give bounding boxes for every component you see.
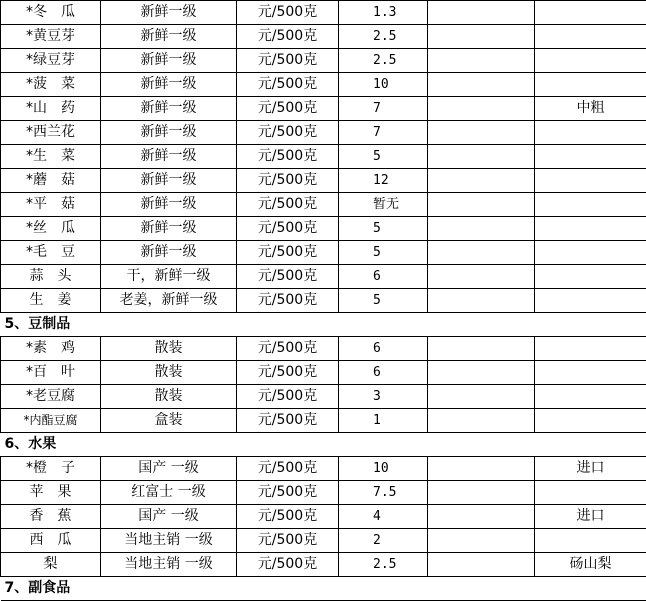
blank-cell	[428, 265, 535, 289]
spec-cell: 新鲜一级	[101, 73, 237, 97]
spec-cell: 新鲜一级	[101, 169, 237, 193]
price-cell: 12	[339, 169, 428, 193]
table-row	[1, 1, 646, 25]
product-name-cell: *山 药	[1, 97, 101, 121]
unit-cell: 元/500克	[237, 97, 339, 121]
price-cell: 3	[339, 385, 428, 409]
spec-cell: 红富士 一级	[101, 481, 237, 505]
section-title: 5、豆制品	[1, 313, 646, 337]
price-cell: 5	[339, 241, 428, 265]
product-name-cell: *丝 瓜	[1, 217, 101, 241]
note-cell	[535, 265, 646, 289]
unit-cell: 元/500克	[237, 217, 339, 241]
product-name-cell: *平 菇	[1, 193, 101, 217]
unit-cell: 元/500克	[237, 121, 339, 145]
note-cell	[535, 121, 646, 145]
note-cell	[535, 361, 646, 385]
blank-cell	[428, 73, 535, 97]
note-cell	[535, 481, 646, 505]
spec-cell: 新鲜一级	[101, 241, 237, 265]
note-cell: 进口	[535, 457, 646, 481]
blank-cell	[428, 1, 535, 25]
price-cell: 2.5	[339, 49, 428, 73]
note-cell	[535, 25, 646, 49]
section-row	[1, 577, 646, 601]
blank-cell	[428, 385, 535, 409]
unit-cell: 元/500克	[237, 25, 339, 49]
blank-cell	[428, 193, 535, 217]
product-name-cell: *百 叶	[1, 361, 101, 385]
price-cell: 7.5	[339, 481, 428, 505]
product-name-cell: *绿豆芽	[1, 49, 101, 73]
section-title: 7、副食品	[1, 577, 646, 601]
blank-cell	[428, 169, 535, 193]
product-name-cell: *西兰花	[1, 121, 101, 145]
note-cell	[535, 169, 646, 193]
section-row	[1, 313, 646, 337]
blank-cell	[428, 241, 535, 265]
spec-cell: 新鲜一级	[101, 145, 237, 169]
product-name-cell: *冬 瓜	[1, 1, 101, 25]
price-cell: 10	[339, 73, 428, 97]
blank-cell	[428, 25, 535, 49]
price-cell: 7	[339, 121, 428, 145]
blank-cell	[428, 361, 535, 385]
price-cell: 7	[339, 97, 428, 121]
section-title: 6、水果	[1, 433, 646, 457]
spec-cell: 新鲜一级	[101, 193, 237, 217]
spec-cell: 新鲜一级	[101, 1, 237, 25]
product-name-cell: *黄豆芽	[1, 25, 101, 49]
price-cell: 6	[339, 337, 428, 361]
unit-cell: 元/500克	[237, 553, 339, 577]
spec-cell: 当地主销 一级	[101, 553, 237, 577]
price-cell: 2	[339, 529, 428, 553]
blank-cell	[428, 49, 535, 73]
table-row	[1, 289, 646, 313]
product-name-cell: *内酯豆腐	[1, 409, 101, 433]
product-name-cell: 蒜 头	[1, 265, 101, 289]
table-row	[1, 169, 646, 193]
product-name-cell: *菠 菜	[1, 73, 101, 97]
price-cell: 6	[339, 361, 428, 385]
spec-cell: 散装	[101, 385, 237, 409]
blank-cell	[428, 505, 535, 529]
product-name-cell: *毛 豆	[1, 241, 101, 265]
unit-cell: 元/500克	[237, 337, 339, 361]
price-cell: 4	[339, 505, 428, 529]
section-row	[1, 433, 646, 457]
spec-cell: 散装	[101, 337, 237, 361]
unit-cell: 元/500克	[237, 1, 339, 25]
table-row	[1, 121, 646, 145]
note-cell	[535, 409, 646, 433]
unit-cell: 元/500克	[237, 289, 339, 313]
note-cell: 中粗	[535, 97, 646, 121]
table-row	[1, 481, 646, 505]
unit-cell: 元/500克	[237, 409, 339, 433]
blank-cell	[428, 481, 535, 505]
blank-cell	[428, 553, 535, 577]
price-cell: 1.3	[339, 1, 428, 25]
unit-cell: 元/500克	[237, 145, 339, 169]
unit-cell: 元/500克	[237, 73, 339, 97]
spec-cell: 当地主销 一级	[101, 529, 237, 553]
table-row	[1, 457, 646, 481]
spec-cell: 老姜，新鲜一级	[101, 289, 237, 313]
spec-cell: 国产 一级	[101, 505, 237, 529]
product-name-cell: *橙 子	[1, 457, 101, 481]
table-row	[1, 361, 646, 385]
table-row	[1, 529, 646, 553]
note-cell	[535, 217, 646, 241]
note-cell	[535, 337, 646, 361]
table-row	[1, 97, 646, 121]
unit-cell: 元/500克	[237, 457, 339, 481]
unit-cell: 元/500克	[237, 169, 339, 193]
note-cell	[535, 193, 646, 217]
product-name-cell: 西 瓜	[1, 529, 101, 553]
spec-cell: 盒装	[101, 409, 237, 433]
product-name-cell: *老豆腐	[1, 385, 101, 409]
unit-cell: 元/500克	[237, 265, 339, 289]
price-cell: 2.5	[339, 553, 428, 577]
unit-cell: 元/500克	[237, 481, 339, 505]
table-row	[1, 49, 646, 73]
spec-cell: 新鲜一级	[101, 121, 237, 145]
blank-cell	[428, 217, 535, 241]
table-row	[1, 145, 646, 169]
price-cell: 暂无	[339, 193, 428, 217]
blank-cell	[428, 409, 535, 433]
note-cell	[535, 529, 646, 553]
table-row	[1, 385, 646, 409]
spec-cell: 国产 一级	[101, 457, 237, 481]
table-row	[1, 217, 646, 241]
blank-cell	[428, 457, 535, 481]
note-cell	[535, 1, 646, 25]
table-row	[1, 265, 646, 289]
spec-cell: 新鲜一级	[101, 217, 237, 241]
price-cell: 5	[339, 145, 428, 169]
unit-cell: 元/500克	[237, 505, 339, 529]
product-name-cell: *素 鸡	[1, 337, 101, 361]
blank-cell	[428, 337, 535, 361]
product-name-cell: *蘑 菇	[1, 169, 101, 193]
table-row	[1, 337, 646, 361]
blank-cell	[428, 145, 535, 169]
unit-cell: 元/500克	[237, 361, 339, 385]
product-name-cell: 生 姜	[1, 289, 101, 313]
product-name-cell: 梨	[1, 553, 101, 577]
note-cell	[535, 289, 646, 313]
table-row	[1, 73, 646, 97]
blank-cell	[428, 529, 535, 553]
unit-cell: 元/500克	[237, 385, 339, 409]
note-cell	[535, 49, 646, 73]
blank-cell	[428, 121, 535, 145]
note-cell	[535, 385, 646, 409]
note-cell	[535, 241, 646, 265]
blank-cell	[428, 289, 535, 313]
price-cell: 5	[339, 217, 428, 241]
product-name-cell: *生 菜	[1, 145, 101, 169]
spec-cell: 新鲜一级	[101, 49, 237, 73]
unit-cell: 元/500克	[237, 49, 339, 73]
price-cell: 5	[339, 289, 428, 313]
price-cell: 2.5	[339, 25, 428, 49]
blank-cell	[428, 97, 535, 121]
note-cell	[535, 145, 646, 169]
spec-cell: 散装	[101, 361, 237, 385]
table-row	[1, 553, 646, 577]
unit-cell: 元/500克	[237, 529, 339, 553]
price-cell: 6	[339, 265, 428, 289]
product-name-cell: 苹 果	[1, 481, 101, 505]
table-row	[1, 409, 646, 433]
table-row	[1, 505, 646, 529]
spec-cell: 干，新鲜一级	[101, 265, 237, 289]
price-cell: 1	[339, 409, 428, 433]
price-cell: 10	[339, 457, 428, 481]
note-cell	[535, 73, 646, 97]
spec-cell: 新鲜一级	[101, 25, 237, 49]
table-row	[1, 193, 646, 217]
price-table-body	[1, 1, 646, 601]
unit-cell: 元/500克	[237, 241, 339, 265]
note-cell: 进口	[535, 505, 646, 529]
spec-cell: 新鲜一级	[101, 97, 237, 121]
table-row	[1, 25, 646, 49]
unit-cell: 元/500克	[237, 193, 339, 217]
note-cell: 砀山梨	[535, 553, 646, 577]
product-name-cell: 香 蕉	[1, 505, 101, 529]
table-row	[1, 241, 646, 265]
